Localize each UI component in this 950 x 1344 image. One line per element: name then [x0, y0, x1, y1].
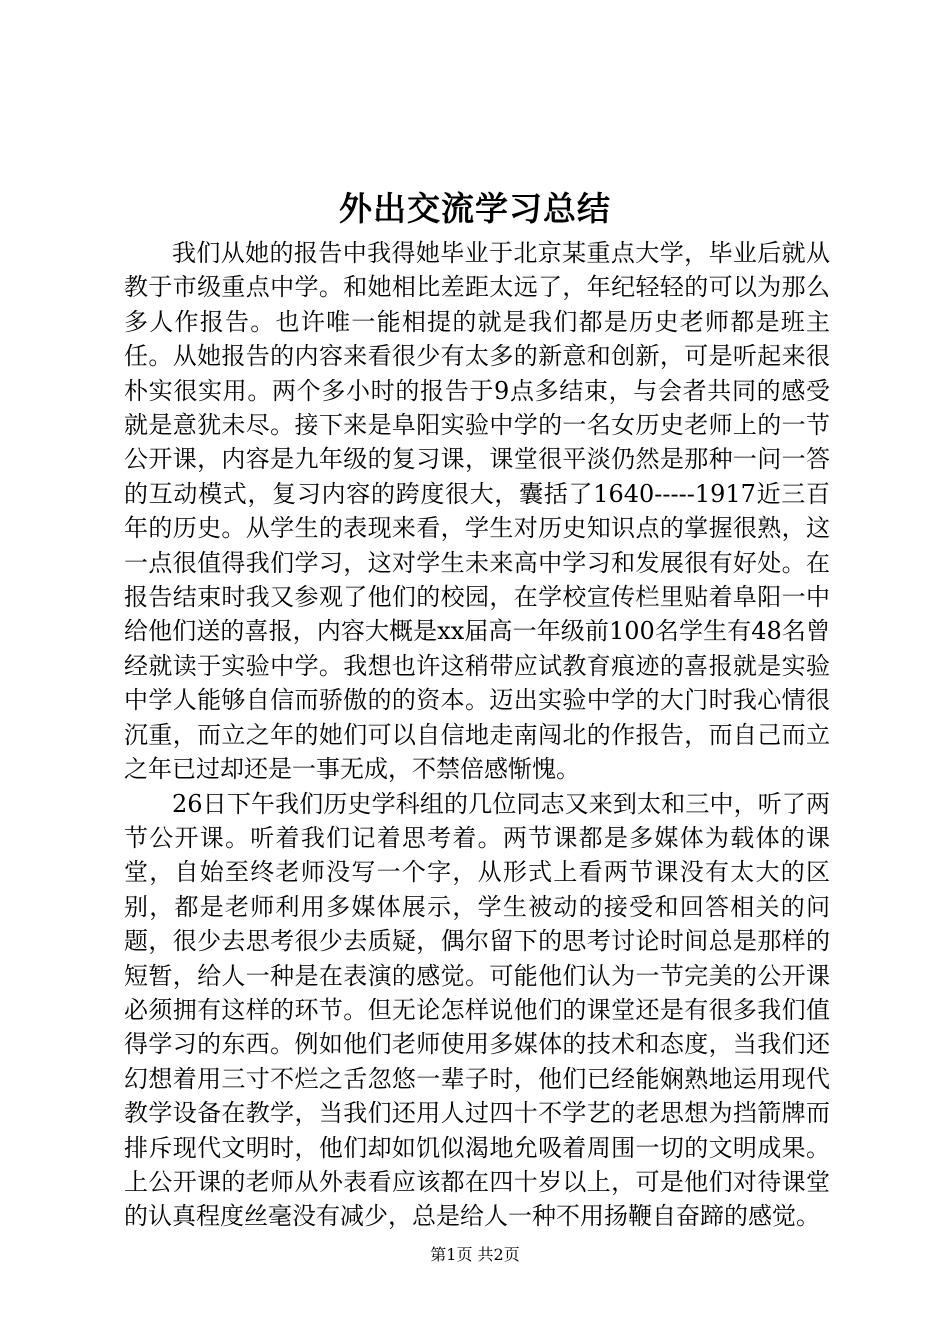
document-body: [124, 236, 830, 1234]
paragraph: 26日下午我们历史学科组的几位同志又来到太和三中，听了两节公开课。听着我们记着思考着。两节课都是多媒体为载体的课堂，自始至终老师没写一个字，从形式上看两节课没有太大的区别，都是老师利用多媒体展示，学生被动的接受和回答相关的问题，很少去思考很少去质疑，偶尔留下的思考讨论时间总是那样的短暂，给人一种是在表演的感觉。可能他们认为一节完美的公开课必须拥有这样的环节。但无论怎样说他们的课堂还是有很多我们值得学习的东西。例如他们老师使用多媒体的技术和态度，当我们还幻想着用三寸不烂之舌忽悠一辈子时，他们已经能娴熟地运用现代教学设备在教学，当我们还用人过四十不学艺的老思想为挡箭牌而排斥现代文明时，他们却如饥似渴地允吸着周围一切的文明成果。上公开课的老师从外表看应该都在四十岁以上，可是他们对待课堂的认真程度丝毫没有减少，总是给人一种不用扬鞭自奋蹄的感觉。: [124, 789, 830, 1231]
page-footer: 第1页 共2页: [430, 1245, 520, 1264]
paragraph: 我们从她的报告中我得她毕业于北京某重点大学，毕业后就从教于市级重点中学。和她相比差距太远了，年纪轻轻的可以为那么多人作报告。也许唯一能相提的就是我们都是历史老师都是班主任。从她报告的内容来看很少有太多的新意和创新，可是听起来很朴实很实用。两个多小时的报告于9点多结束，与会者共同的感受就是意犹未尽。接下来是阜阳实验中学的一名女历史老师上的一节公开课，内容是九年级的复习课，课堂很平淡仍然是那种一问一答的互动模式，复习内容的跨度很大，囊括了1640-----1917近三百年的历史。从学生的表现来看，学生对历史知识点的掌握很熟，这一点很值得我们学习，这对学生未来高中学习和发展很有好处。在报告结束时我又参观了他们的校园，在学校宣传栏里贴着阜阳一中给他们送的喜报，内容大概是xx届高一年级前100名学生有48名曾经就读于实验中学。我想也许这稍带应试教育痕迹的喜报就是实验中学人能够自信而骄傲的的资本。迈出实验中学的大门时我心情很沉重，而立之年的她们可以自信地走南闯北的作报告，而自己而立之年已过却还是一事无成，不禁倍感惭愧。: [124, 239, 830, 784]
document-title: 外出交流学习总结: [339, 189, 611, 228]
